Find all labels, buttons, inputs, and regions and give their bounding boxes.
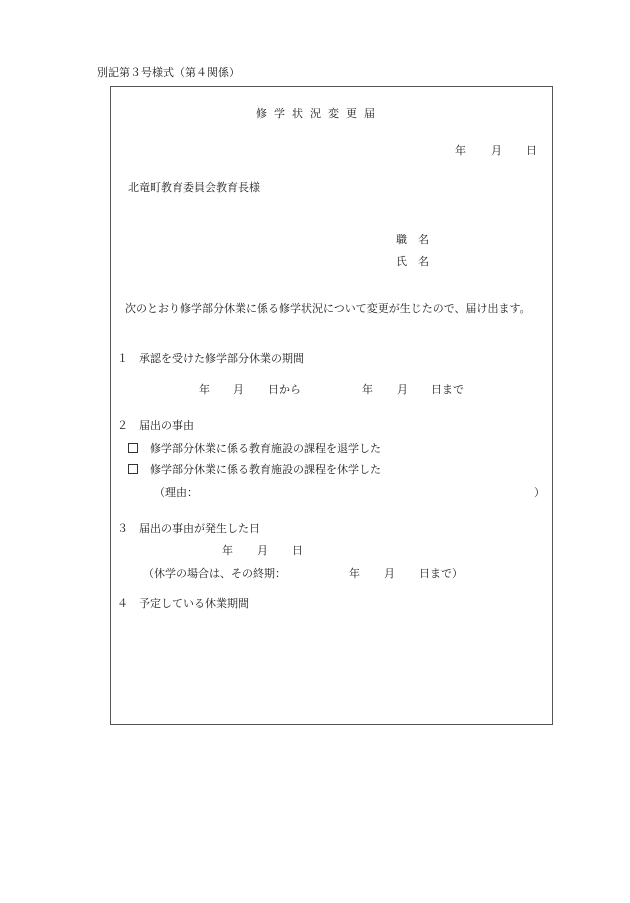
- name-label: 氏 名: [396, 255, 429, 268]
- section-2-number: ２: [117, 419, 128, 432]
- form-title: 修学状況変更届: [256, 107, 382, 120]
- intro-text: 次のとおり修学部分休業に係る修学状況について変更が生じたので、届け出ます。: [125, 302, 531, 315]
- section-2-heading: 届出の事由: [139, 419, 194, 432]
- option-leave-label: 修学部分休業に係る教育施設の課程を休学した: [150, 463, 381, 476]
- section-1-number: １: [117, 352, 128, 365]
- occurrence-day: 日: [292, 544, 303, 557]
- period-to-day: 日まで: [431, 383, 464, 396]
- leave-end-month: 月: [384, 567, 395, 580]
- option-withdrawal[interactable]: [128, 442, 381, 456]
- section-1-heading: 承認を受けた修学部分休業の期間: [139, 352, 304, 365]
- period-from-day: 日から: [268, 383, 301, 396]
- leave-end-day: 日まで）: [419, 567, 463, 580]
- form-reference-label: 別記第３号様式（第４関係）: [97, 66, 240, 79]
- section-4-heading: 予定している休業期間: [139, 597, 249, 610]
- occurrence-month: 月: [257, 544, 268, 557]
- period-to-year: 年: [362, 383, 373, 396]
- leave-checkbox[interactable]: [128, 464, 138, 474]
- section-3-heading: 届出の事由が発生した日: [139, 522, 260, 535]
- period-from-year: 年: [199, 383, 210, 396]
- leave-end-note: （休学の場合は、その終期：: [143, 567, 286, 580]
- date-year: 年: [455, 144, 466, 157]
- reason-close: ）: [534, 486, 545, 499]
- addressee: 北竜町教育委員会教育長様: [128, 181, 260, 194]
- withdrawal-checkbox[interactable]: [128, 443, 138, 453]
- date-month: 月: [491, 144, 502, 157]
- leave-end-year: 年: [349, 567, 360, 580]
- period-from-month: 月: [233, 383, 244, 396]
- reason-open: （理由：: [154, 486, 198, 499]
- section-4-number: ４: [117, 597, 128, 610]
- occurrence-year: 年: [222, 544, 233, 557]
- date-day: 日: [526, 144, 537, 157]
- section-3-number: ３: [117, 522, 128, 535]
- period-to-month: 月: [397, 383, 408, 396]
- option-leave[interactable]: [128, 463, 381, 477]
- option-withdrawal-label: 修学部分休業に係る教育施設の課程を退学した: [150, 442, 381, 455]
- position-label: 職 名: [396, 233, 429, 246]
